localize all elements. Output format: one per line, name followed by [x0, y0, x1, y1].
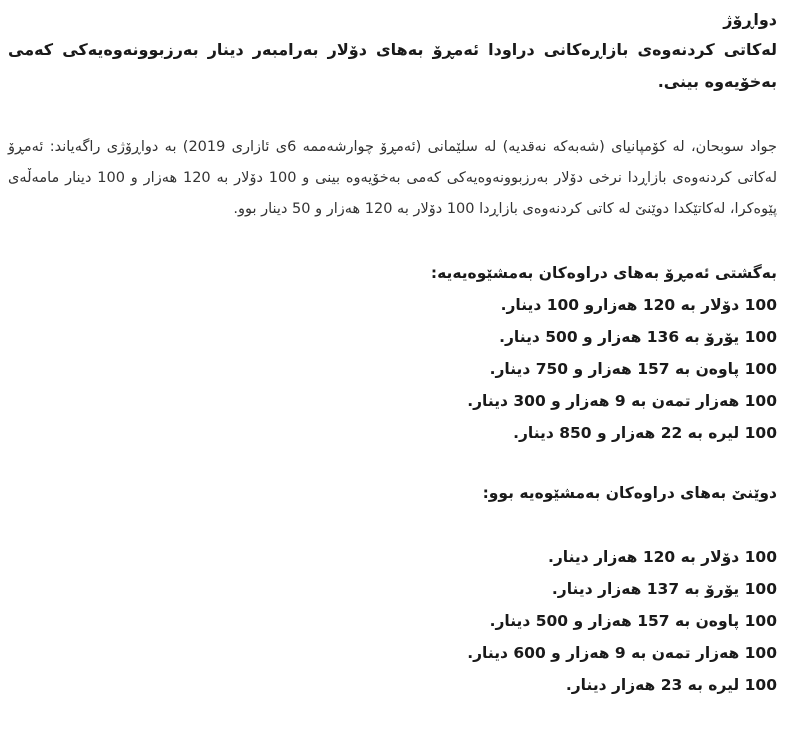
today-rate-toman: 100 هەزار تمەن بە 9 هەزار و 300 دینار. — [467, 392, 777, 410]
yesterday-rate-euro: 100 یۆرۆ بە 137 هەزار دینار. — [551, 580, 777, 598]
today-rate-euro: 100 یۆرۆ بە 136 هەزار و 500 دینار. — [499, 328, 777, 346]
today-rate-pound: 100 پاوەن بە 157 هەزار و 750 دینار. — [489, 360, 777, 378]
yesterday-rates-list — [8, 541, 777, 701]
today-rate-dollar: 100 دۆلار بە 120 هەزارو 100 دینار. — [500, 296, 777, 314]
today-rates-list — [8, 289, 777, 449]
headline: لەكاتی كردنەوەی بازاڕەكانی دراودا ئەمڕۆ بەهای دۆلار بەرامبەر دینار بەرزبوونەوەیەكی كەمی بەخۆیەوە بینی. — [8, 40, 777, 91]
yesterday-rate-dollar: 100 دۆلار بە 120 هەزار دینار. — [547, 548, 777, 566]
body-paragraph: جواد سوبحان، لە كۆمپانیای (شەبەكە نەقدیە) لە سلێمانی (ئەمڕۆ چوارشەممە 6ی ئازاری 2019) بە دواڕۆژی راگەیاند: ئەمڕۆ لەكاتی كردنەوەی بازاڕدا نرخی دۆلار بەرزبوونەوەیەكی كەمی بەخۆیەوە بینی و 100 دۆلار بە 120 هەزار و 100 دینار مامەڵەی پێوەكرا، لەكاتێكدا دوێنێ لە كاتی كردنەوەی بازاڕدا 100 دۆلار بە 120 هەزار و 50 دینار بوو. — [8, 139, 778, 217]
yesterday-rate-lira: 100 لیرە بە 23 هەزار دینار. — [565, 676, 777, 694]
article — [8, 6, 777, 701]
yesterday-rate-pound: 100 پاوەن بە 157 هەزار و 500 دینار. — [489, 612, 777, 630]
source-title: دواڕۆژ — [723, 10, 777, 29]
today-rates-heading: بەگشتی ئەمڕۆ بەهای دراوەكان بەمشێوەیەیە: — [430, 264, 777, 282]
yesterday-rates-heading: دوێنێ بەهای دراوەكان بەمشێوەیە بوو: — [482, 484, 777, 502]
yesterday-rate-toman: 100 هەزار تمەن بە 9 هەزار و 600 دینار. — [467, 644, 777, 662]
today-rate-lira: 100 لیرە بە 22 هەزار و 850 دینار. — [513, 424, 777, 442]
